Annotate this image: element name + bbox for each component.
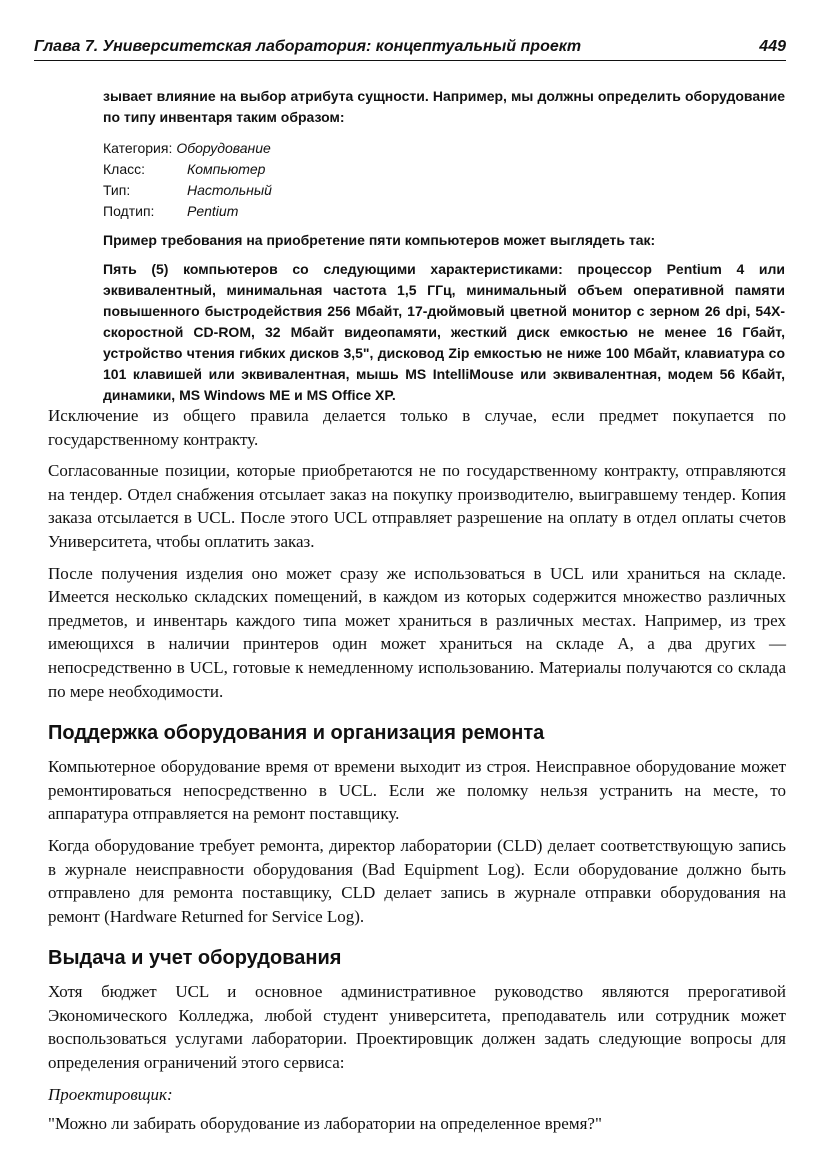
example-lead: Пример требования на приобретение пяти компьютеров может выглядеть так:	[103, 232, 656, 248]
classification-key: Класс:	[103, 161, 145, 177]
dialogue-role: Проектировщик:	[48, 1084, 173, 1104]
classification-row	[103, 201, 785, 222]
main-text	[48, 404, 786, 1136]
classification-row	[103, 159, 785, 180]
paragraph: Хотя бюджет UCL и основное административное руководство являются прерогативой Экономического Колледжа, любой студент университета, преподаватель или сотрудник может воспользоваться услугами лаборатории. Проектировщик должен задать следующие вопросы для определения ограничений этого сервиса:	[48, 982, 786, 1073]
classification-row	[103, 138, 785, 159]
classification-value: Pentium	[187, 203, 239, 219]
classification-value: Компьютер	[187, 161, 266, 177]
example-note	[103, 86, 785, 406]
example-spec: Пять (5) компьютеров со следующими характеристиками: процессор Pentium 4 или эквивалентный, минимальная частота 1,5 ГГц, минимальный объем оперативной памяти повышенного быстродействия 256 Мбайт, 17-дюймовый цветной монитор с зерном 26 dpi, 54X-скоростной CD-ROM, 32 Мбайт видеопамяти, жесткий диск емкостью не менее 16 Гбайт, устройство чтения гибких дисков 3,5", дисковод Zip емкостью не ниже 100 Мбайт, клавиатура со 101 клавишей или эквивалентная, мышь MS IntelliMouse или эквивалентная, модем 56 Кбайт, динамики, MS Windows ME и MS Office XP.	[103, 261, 785, 403]
page-number: 449	[759, 38, 786, 55]
note-intro: зывает влияние на выбор атрибута сущности. Например, мы должны определить оборудование по типу инвентаря таким образом:	[103, 88, 785, 125]
paragraph: Исключение из общего правила делается только в случае, если предмет покупается по государственному контракту.	[48, 406, 786, 449]
chapter-title: Глава 7. Университетская лаборатория: концептуальный проект	[34, 38, 582, 55]
dialogue-quote: "Можно ли забирать оборудование из лаборатории на определенное время?"	[48, 1114, 602, 1134]
classification-key: Категория:	[103, 140, 173, 156]
classification-value: Настольный	[187, 182, 272, 198]
paragraph: Когда оборудование требует ремонта, директор лаборатории (CLD) делает соответствующую запись в журнале неисправности оборудования (Bad Equipment Log). Если оборудование должно быть отправлено для ремонта поставщику, CLD делает запись в журнале отправки оборудования на ремонт (Hardware Returned for Service Log).	[48, 835, 786, 926]
classification-list	[103, 138, 785, 222]
running-header	[34, 38, 786, 61]
paragraph: Компьютерное оборудование время от времени выходит из строя. Неисправное оборудование может ремонтироваться непосредственно в UCL. Если же поломку нельзя устранить на месте, то аппаратура отправляется на ремонт поставщику.	[48, 757, 786, 824]
classification-key: Подтип:	[103, 203, 155, 219]
paragraph: После получения изделия оно может сразу же использоваться в UCL или храниться на складе. Имеется несколько складских помещений, в каждом из которых содержится множество различных предметов, и инвентарь каждого типа может храниться в различных местах. Например, из трех имеющихся в наличии принтеров один может храниться на складе А, а два других — непосредственно в UCL, готовые к немедленному использованию. Материалы получаются со склада по мере необходимости.	[48, 563, 786, 701]
paragraph: Согласованные позиции, которые приобретаются не по государственному контракту, отправляются на тендер. Отдел снабжения отсылает заказ на покупку производителю, выигравшему тендер. Копия заказа отсылается в UCL. После этого UCL отправляет разрешение на оплату в отдел оплаты счетов Университета, чтобы оплатить заказ.	[48, 461, 786, 551]
section-heading-support: Поддержка оборудования и организация ремонта	[48, 722, 545, 745]
classification-key: Тип:	[103, 182, 131, 198]
classification-row	[103, 180, 785, 201]
section-heading-issue: Выдача и учет оборудования	[48, 947, 342, 970]
classification-value: Оборудование	[176, 140, 271, 156]
